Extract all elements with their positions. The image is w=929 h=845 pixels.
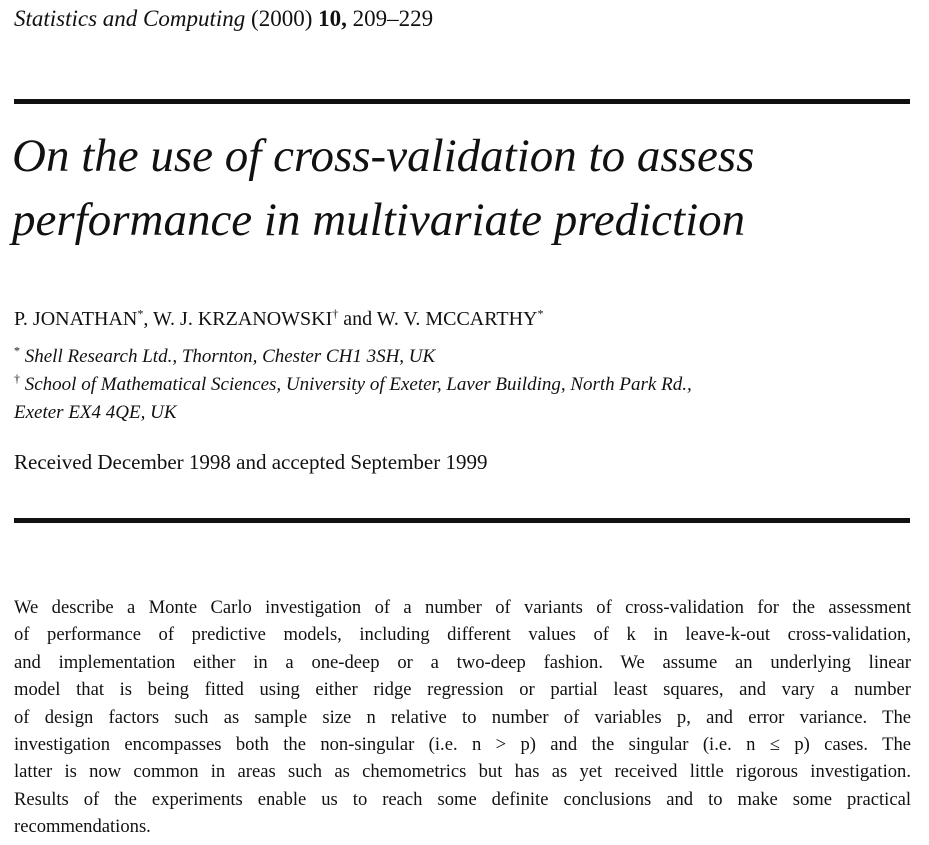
author-3: W. V. MCCARTHY bbox=[376, 308, 538, 330]
journal-year: (2000) bbox=[251, 6, 313, 31]
paper-title bbox=[12, 124, 912, 252]
affiliation-2-text: School of Mathematical Sciences, University of Exeter, Laver Building, North Park Rd., bbox=[20, 374, 692, 395]
journal-volume: 10, bbox=[318, 6, 347, 31]
abstract bbox=[14, 594, 911, 841]
affiliation-2 bbox=[14, 371, 692, 396]
top-rule bbox=[14, 99, 910, 104]
title-line-2: performance in multivariate prediction bbox=[12, 194, 746, 246]
affiliation-2-continued: Exeter EX4 4QE, UK bbox=[14, 402, 177, 423]
author-1-mark: * bbox=[137, 306, 144, 321]
abstract-line: latter is now common in areas such as chemometrics but has as yet received little rigorous investigation. bbox=[14, 761, 911, 783]
abstract-line: We describe a Monte Carlo investigation of a number of variants of cross-validation for the assessment bbox=[14, 597, 911, 618]
author-2: W. J. KRZANOWSKI bbox=[153, 308, 333, 330]
abstract-line: of design factors such as sample size n relative to number of variables p, and error variance. The bbox=[14, 706, 911, 728]
author-separator-1: , bbox=[143, 308, 153, 330]
author-separator-2: and bbox=[338, 308, 377, 330]
author-list bbox=[14, 308, 543, 331]
abstract-line: model that is being fitted using either ridge regression or partial least squares, and vary a number bbox=[14, 679, 911, 701]
affiliation-2-mark: † bbox=[14, 371, 20, 386]
abstract-line: of performance of predictive models, including different values of k in leave-k-out cross-validation, bbox=[14, 624, 911, 646]
affiliation-1 bbox=[14, 343, 436, 368]
affiliation-1-mark: * bbox=[14, 343, 20, 358]
affiliation-1-text: Shell Research Ltd., Thornton, Chester CH1 3SH, UK bbox=[20, 346, 436, 367]
journal-pages: 209–229 bbox=[352, 6, 434, 31]
author-1: P. JONATHAN bbox=[14, 308, 138, 330]
author-3-mark: * bbox=[537, 306, 544, 321]
journal-name: Statistics and Computing bbox=[14, 6, 246, 31]
abstract-line: investigation encompasses both the non-singular (i.e. n > p) and the singular (i.e. n ≤ p) cases. The bbox=[14, 734, 911, 756]
title-line-1: On the use of cross-validation to assess bbox=[12, 130, 755, 182]
abstract-line: and implementation either in a one-deep or a two-deep fashion. We assume an underlying linear bbox=[14, 651, 911, 673]
bottom-rule bbox=[14, 518, 910, 523]
received-date: Received December 1998 and accepted September 1999 bbox=[14, 450, 488, 474]
abstract-line: Results of the experiments enable us to reach some definite conclusions and to make some practical bbox=[14, 788, 911, 810]
journal-citation bbox=[14, 6, 433, 32]
author-2-mark: † bbox=[332, 306, 339, 321]
abstract-line: recommendations. bbox=[14, 816, 151, 838]
